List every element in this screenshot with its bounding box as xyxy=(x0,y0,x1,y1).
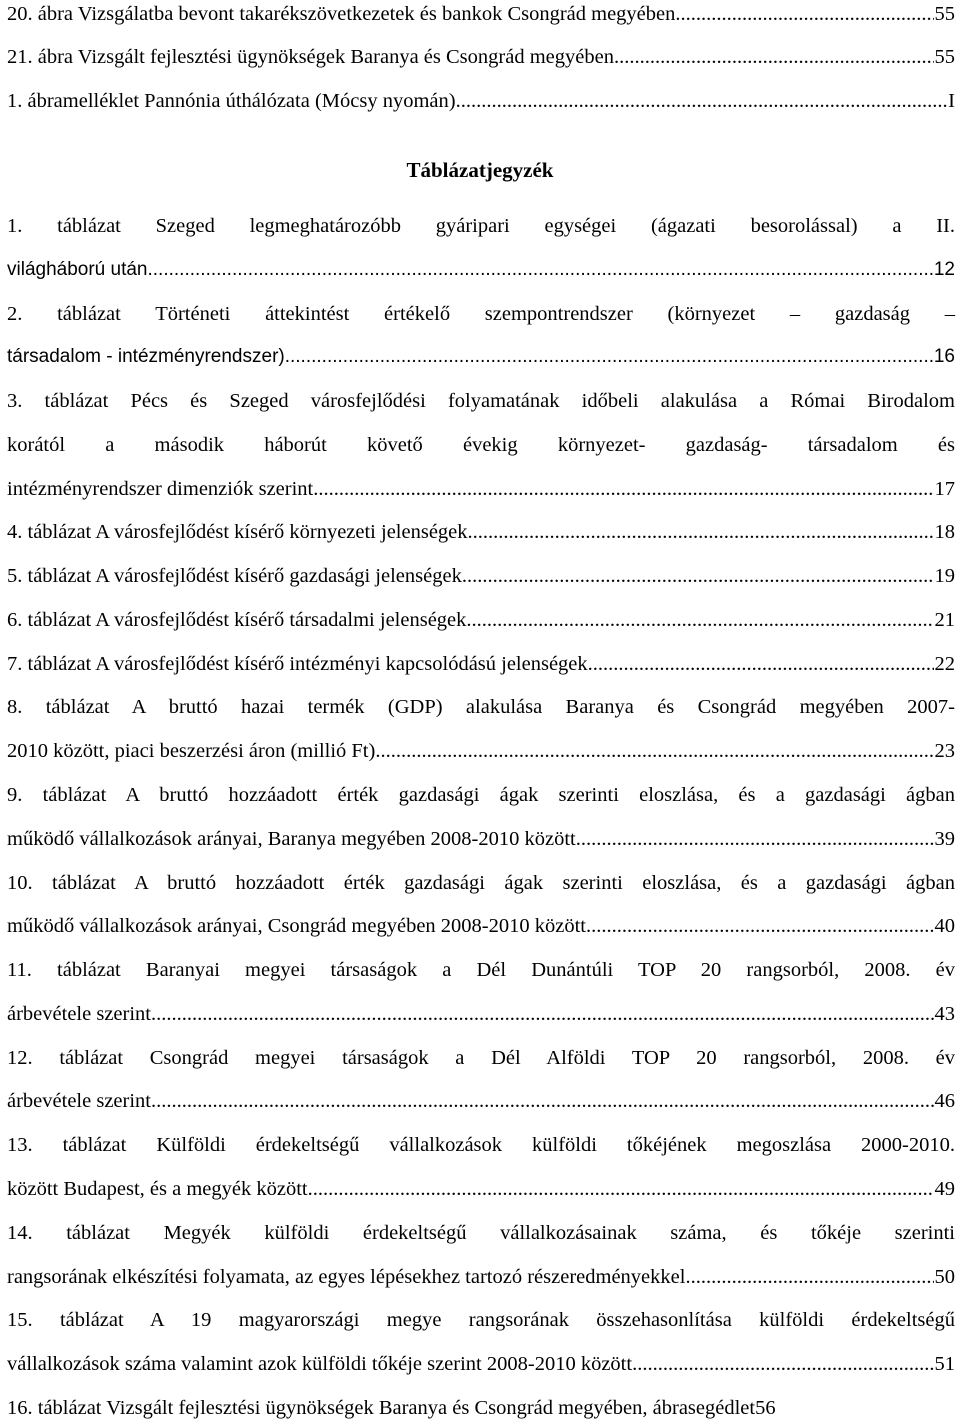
table-entry-line: 13. táblázat Külföldi érdekeltségű vállalkozások külföldi tőkéjének megoszlása 2000-2010. xyxy=(7,1134,955,1156)
table-entry-line: 9. táblázat A bruttó hozzáadott érték gazdasági ágak szerinti eloszlása, és a gazdasági ágban xyxy=(7,784,955,806)
table-entry-line: 12. táblázat Csongrád megyei társaságok a Dél Alföldi TOP 20 rangsorból, 2008. év xyxy=(7,1047,955,1069)
table-list-heading: Táblázatjegyzék xyxy=(406,158,554,182)
figure-entry: 1. ábramelléklet Pannónia úthálózata (Mócsy nyomán) ..... I xyxy=(7,87,955,115)
table-entry-line: vállalkozások száma valamint azok külföldi tőkéje szerint 2008-2010 között ..... 51 xyxy=(7,1350,955,1378)
table-entry-line: társadalom - intézményrendszer) ..... 16 xyxy=(7,343,955,371)
table-entry-line: működő vállalkozások arányai, Csongrád megyében 2008-2010 között ..... 40 xyxy=(7,912,955,940)
table-entry-line: 7. táblázat A városfejlődést kísérő intézményi kapcsolódású jelenségek ..... 22 xyxy=(7,650,955,678)
table-entry-line: 8. táblázat A bruttó hazai termék (GDP) alakulása Baranya és Csongrád megyében 2007- xyxy=(7,696,955,718)
table-entry-line: korától a második háborút követő évekig környezet- gazdaság- társadalom és xyxy=(7,434,955,456)
table-entry-line: 14. táblázat Megyék külföldi érdekeltségű vállalkozásainak száma, és tőkéje szerinti xyxy=(7,1222,955,1244)
table-entry-line: rangsorának elkészítési folyamata, az egyes lépésekhez tartozó részeredményekkel ..... 50 xyxy=(7,1263,955,1291)
table-entry-line: 16. táblázat Vizsgált fejlesztési ügynökségek Baranya és Csongrád megyében, ábrasegédlet56 xyxy=(7,1397,776,1419)
table-entry-line: világháború után ..... 12 xyxy=(7,256,955,284)
table-entry-line: 4. táblázat A városfejlődést kísérő környezeti jelenségek ..... 18 xyxy=(7,518,955,546)
table-entry-line: 6. táblázat A városfejlődést kísérő társadalmi jelenségek ..... 21 xyxy=(7,606,955,634)
table-entry-line: 10. táblázat A bruttó hozzáadott érték gazdasági ágak szerinti eloszlása, és a gazdasági ágban xyxy=(7,872,955,894)
table-entry-line: 2010 között, piaci beszerzési áron (millió Ft) ..... 23 xyxy=(7,737,955,765)
table-entry-line: 3. táblázat Pécs és Szeged városfejlődési folyamatának időbeli alakulása a Római Birodalom xyxy=(7,390,955,412)
table-entry-line: árbevétele szerint ..... 46 xyxy=(7,1087,955,1115)
table-entry-line: között Budapest, és a megyék között ..... 49 xyxy=(7,1175,955,1203)
table-entry-line: árbevétele szerint ..... 43 xyxy=(7,1000,955,1028)
figure-entry: 21. ábra Vizsgált fejlesztési ügynökségek Baranya és Csongrád megyében ..... 55 xyxy=(7,43,955,71)
table-entry-line: intézményrendszer dimenziók szerint ..... 17 xyxy=(7,475,955,503)
table-entry-line: 11. táblázat Baranyai megyei társaságok a Dél Dunántúli TOP 20 rangsorból, 2008. év xyxy=(7,959,955,981)
table-entry-line: 1. táblázat Szeged legmeghatározóbb gyáripari egységei (ágazati besorolással) a II. xyxy=(7,215,955,237)
table-entry-line: 2. táblázat Történeti áttekintést értékelő szempontrendszer (környezet – gazdaság – xyxy=(7,303,955,325)
table-entry-line: 15. táblázat A 19 magyarországi megye rangsorának összehasonlítása külföldi érdekeltségű xyxy=(7,1309,955,1331)
table-entry-line: 5. táblázat A városfejlődést kísérő gazdasági jelenségek ..... 19 xyxy=(7,562,955,590)
figure-entry: 20. ábra Vizsgálatba bevont takarékszövetkezetek és bankok Csongrád megyében ..... 55 xyxy=(7,0,955,28)
table-entry-line: működő vállalkozások arányai, Baranya megyében 2008-2010 között ..... 39 xyxy=(7,825,955,853)
